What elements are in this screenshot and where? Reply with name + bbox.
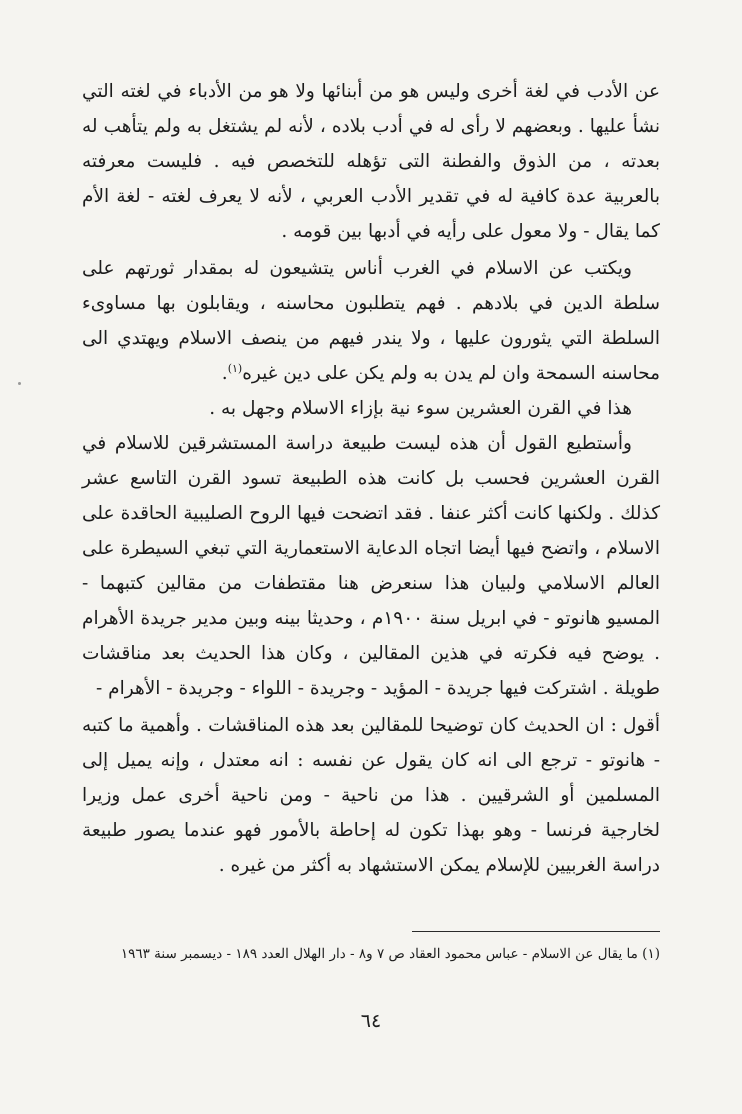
paragraph-1: عن الأدب في لغة أخرى وليس هو من أبنائها ولا هو من الأدباء في لغته التي نشأ عليها . وبعضهم لا رأى له في أدب بلاده ، لأنه لم يشتغل به ولم يتأهب له بعدته ، من الذوق والفطنة التى تؤهله للتخصص فيه . فليست معرفته بالعربية عدة كافية له في تقدير الأدب العربي ، لأنه لا يعرف لغته - لغة الأم كما يقال - ولا معول على رأيه في أدبها بين قومه .: [82, 81, 660, 242]
footnote-divider: [412, 931, 660, 932]
page-number: ٦٤: [360, 1010, 382, 1032]
paragraph-4: وأستطيع القول أن هذه ليست طبيعة دراسة المستشرقين للاسلام في القرن العشرين فحسب بل كانت هذه الطبيعة تسود القرن التاسع عشر كذلك . ولكنها كانت أكثر عنفا . فقد اتضحت فيها الروح الصليبية الحاقدة على الاسلام ، واتضح فيها أيضا اتجاه الدعاية الاستعمارية التي تبغي السيطرة على العالم الاسلامي ولبيان هذا سنعرض هنا مقتطفات من مقالين كتبهما - المسيو هانوتو - في ابريل سنة ١٩٠٠م ، وحديثا بينه وبين مدير جريدة الأهرام . يوضح فيه فكرته في هذين المقالين ، وكان هذا الحديث بعد مناقشات طويلة . اشتركت فيها جريدة - المؤيد - وجريدة - اللواء - وجريدة - الأهرام -: [82, 433, 660, 699]
paragraph-5: أقول : ان الحديث كان توضيحا للمقالين بعد هذه المناقشات . وأهمية ما كتبه - هانوتو - ترجع الى انه كان يقول عن نفسه : انه معتدل ، وإنه يميل إلى المسلمين أو الشرقيين . هذا من ناحية - ومن ناحية أخرى عمل وزيرا لخارجية فرنسا - وهو بهذا تكون له إحاطة بالأمور فهو عندما يصور طبيعة دراسة الغربيين للإسلام يمكن الاستشهاد به أكثر من غيره .: [82, 715, 660, 876]
paragraph-3: هذا في القرن العشرين سوء نية بإزاء الاسلام وجهل به .: [209, 398, 632, 419]
paragraph-2: [82, 251, 660, 391]
footnote: (١) ما يقال عن الاسلام - عباس محمود العقاد ص ٧ و٨ - دار الهلال العدد ١٨٩ - ديسمبر سنة ١٩٦٣: [120, 946, 660, 962]
footnote-marker: (١): [227, 361, 243, 375]
paragraph-2-text: ويكتب عن الاسلام في الغرب أناس يتشيعون له بمقدار ثورتهم على سلطة الدين في بلادهم . فهم يتطلبون محاسنه ، ويقابلون بها مساوىء السلطة التي يثورون عليها ، ولا يندر فيهم من ينصف الاسلام ويهتدي الى محاسنه السمحة وان لم يدن به ولم يكن على دين غيره: [82, 258, 660, 384]
body-text: [82, 74, 660, 883]
margin-speck: [18, 382, 21, 385]
paragraph-2-end: .: [221, 363, 228, 384]
